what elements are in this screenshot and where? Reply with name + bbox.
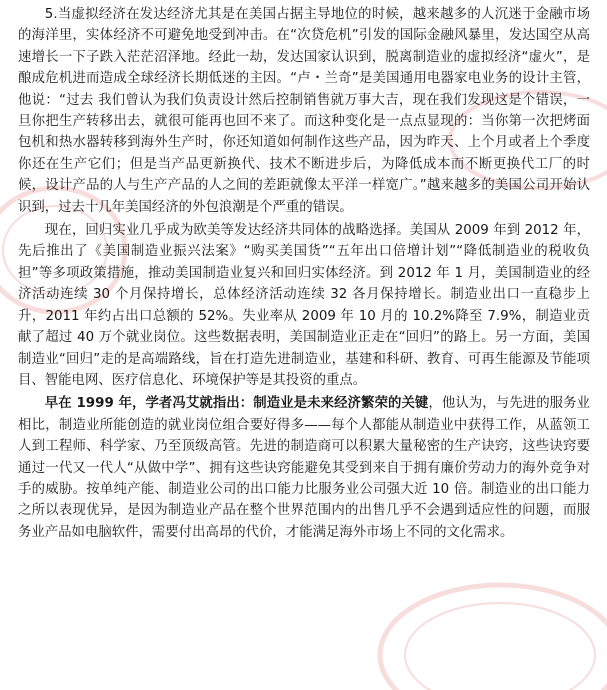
paragraph-2: 现在，回归实业几乎成为欧美等发达经济共同体的战略选择。美国从 2009 年到 2012 年，先后推出了《美国制造业振兴法案》“购买美国货”“五年出口倍增计划”“降低制造业的税收负担”等多项政策措施，推动美国制造业复兴和回归实体经济。到 2012 年 1 月，美国制造业的经济活动连续 30 个月保持增长，总体经济活动连续 32 各月保持增长。制造业出口一直稳步上升，2011 年约占出口总额的 52%。失业率从 2009 年 10 月的 10.2%降至 7.9%，制造业贡献了超过 40 万个就业岗位。这些数据表明，美国制造业正走在“回归”的路上。另一方面，美国制造业“回归”走的是高端路线，旨在打造先进制造业，基建和科研、教育、可再生能源及节能项目、智能电网、医疗信息化、环境保护等是其投资的重点。 <box>18 223 590 388</box>
paragraph-3 <box>18 393 590 543</box>
paragraph-1: 5.当虚拟经济在发达经济尤其是在美国占据主导地位的时候，越来越多的人沉迷于金融市场的海洋里，实体经济不可避免地受到冲击。在“次贷危机”引发的国际金融风暴里，发达国空从高速增长一下子跌入茫茫沼泽地。经此一劫，发达国家认识到，脱离制造业的虚拟经济“虚火”，是酿成危机进而造成全球经济长期低迷的主因。“卢・兰奇”是美国通用电器家电业务的设计主管，他说：“过去 我们曾认为我们负责设计然后控制销售就万事大吉，现在我们发现这是个错误，一旦你把生产转移出去，就很可能再也回不来了。而这种变化是一点点显现的：当你第一次把烤面包机和热水器转移到海外生产时，你还知道如何制作这些产品，因为昨天、上个月或者上个季度你还在生产它们；但是当产品更新换代、技术不断进步后，为降低成本而不断更换代工厂的时候，设计产品的人与生产产品的人之间的差距就像太平洋一样宽广。”越来越多的美国公司开始认识到，过去十几年美国经济的外包浪潮是个严重的错误。 <box>18 7 590 215</box>
paragraph-3-text: ，他认为，与先进的服务业相比，制造业所能创造的就业岗位组合要好得多——每个人都能从制造业中获得工作，从蓝领工人到工程师、科学家、乃至顶级高管。先进的制造商可以积累大量秘密的生产诀窍，这些诀窍要通过一代又一代人“从做中学”、拥有这些诀窍能避免其受到来自于拥有廉价劳动力的海外竞争对手的威胁。按单纯产能、制造业公司的出口能力比服务业公司强大近 10 倍。制造业的出口能力之所以表现优异，是因为制造业产品在整个世界范围内的出售几乎不会遇到适应性的问题，而服务业产品如电脑软件，需要付出高昂的代价，才能满足海外市场上不同的文化需求。 <box>18 396 591 540</box>
paragraph-3-lead: 早在 1999 年，学者冯艾就指出：制造业是未来经济繁荣的关键 <box>44 396 429 412</box>
article-body <box>18 4 590 543</box>
watermark-stamp-bottom <box>360 560 607 690</box>
